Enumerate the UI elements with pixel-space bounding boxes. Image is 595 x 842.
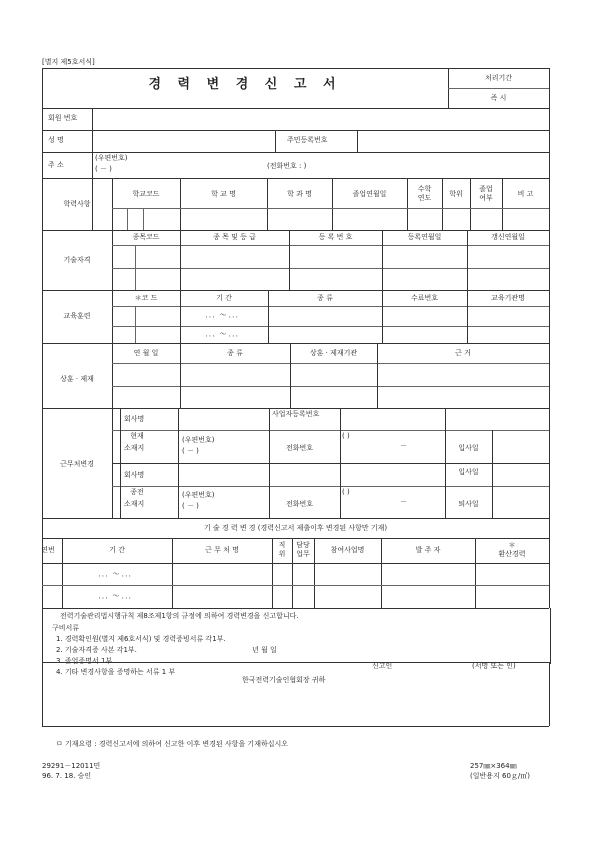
award-header-type: 종 류 [227, 349, 243, 357]
tech-period-row: ．．．～ ．．． [98, 592, 136, 600]
emp-previous-label: 종전 [130, 488, 144, 496]
edu-header-school-code: 학교코드 [132, 190, 160, 198]
award-header-date: 연 월 일 [133, 349, 159, 357]
edu-header-major: 학 과 명 [287, 190, 312, 198]
name-label: 성 명 [48, 136, 64, 144]
award-header-agency: 상훈 · 제재기관 [309, 349, 358, 357]
emp-current-label: 현재 [130, 432, 144, 440]
emp-prev-phone-paren: ( ) [342, 488, 350, 496]
required-docs-title: 구비서류 [52, 624, 80, 632]
emp-prev-postal-dash: ( － ) [182, 502, 199, 510]
edu-header-degree: 학위 [449, 190, 463, 198]
emp-cur-company-label: 회사명 [124, 415, 145, 423]
emp-prev-phone-dash: － [400, 498, 407, 506]
footer-paper-type: (일반용지 60ｇ/㎡) [470, 772, 531, 780]
emp-prev-company-label: 회사명 [124, 471, 145, 479]
tech-header-workplace: 근 무 처 명 [205, 546, 239, 554]
processing-period-value: 즉 시 [490, 94, 507, 102]
lic-header-code: 종목코드 [132, 233, 160, 241]
train-period-row: ．．．～ ．．． [205, 330, 243, 338]
sign-label: (서명 또는 인) [472, 662, 516, 670]
train-header-type: 종 류 [317, 294, 333, 302]
required-doc-item: 3. 졸업증명서 1부. [56, 657, 115, 665]
emp-cur-phone-label: 전화번호 [286, 444, 314, 452]
tech-header-seq: 연번 [41, 546, 55, 554]
required-doc-item: 2. 기술자격증 사본 각1부. [56, 646, 137, 654]
address-phone: (전화번호 : ) [267, 162, 307, 170]
train-header-institution: 교육기관명 [491, 294, 525, 302]
license-label: 기술자격 [63, 256, 91, 264]
train-header-cert-no: 수료번호 [410, 294, 439, 302]
member-no-label: 회원 번호 [48, 114, 78, 122]
processing-period-label: 처리기간 [484, 74, 513, 82]
edu-header-school: 학 교 명 [211, 190, 236, 198]
training-label: 교육훈련 [63, 312, 91, 320]
required-doc-item: 1. 경력확인원(별지 제6호서식) 및 경력증빙서류 각1부. [56, 635, 226, 643]
tech-header-period: 기 간 [109, 546, 125, 554]
edu-header-graduated: 졸업 여부 [479, 185, 493, 202]
declaration-date: 년 월 일 [252, 646, 277, 654]
emp-cur-phone-paren: ( ) [342, 432, 350, 440]
form-number: [별지 제5호서식] [42, 58, 95, 66]
emp-prev-leave-date: 퇴사일 [458, 500, 479, 508]
tech-header-duty: 담당 업무 [296, 541, 310, 558]
career-change-form [41, 68, 549, 748]
edu-header-study-year: 수학 연도 [417, 185, 432, 202]
train-period-row: ．．．～ ．．． [205, 311, 243, 319]
address-postal-dash: ( － ) [95, 165, 112, 173]
tech-header-client: 발 주 자 [415, 546, 441, 554]
emp-cur-postal-dash: ( － ) [182, 447, 199, 455]
train-header-period: 기 간 [216, 294, 232, 302]
tech-header-project: 참여사업명 [330, 546, 365, 554]
edu-header-remarks: 비 고 [517, 190, 534, 198]
emp-cur-join-date: 입사일 [458, 444, 479, 452]
writing-guide-note: ㅁ 기재요령 : 경력신고서에 의하여 신고한 이후 변경된 사항을 기재하십시오 [56, 740, 289, 748]
applicant-label: 신고인 [372, 662, 393, 670]
address-postal: (우편번호) [95, 154, 128, 162]
declaration-text: 전력기술관리법시행규칙 제8조제1항의 규정에 의하여 경력변경을 신고합니다. [60, 612, 299, 620]
footer-code: 29291－12011민 [42, 762, 101, 770]
award-header-basis: 근 거 [455, 349, 471, 357]
form-title: 경 력 변 경 신 고 서 [148, 77, 342, 92]
emp-prev-postal: (우편번호) [182, 491, 215, 499]
awards-label: 상훈 · 제재 [60, 375, 94, 383]
tech-period-row: ．．．～ ．．． [98, 570, 136, 578]
education-label: 학력사항 [63, 200, 91, 208]
lic-header-renew-date: 갱신연월일 [491, 233, 525, 241]
emp-prev-join-date: 입사일 [458, 468, 479, 476]
lic-header-reg-no: 등 록 번 호 [318, 233, 353, 241]
train-header-code: ＊코 드 [134, 294, 158, 302]
emp-cur-postal: (우편번호) [182, 436, 215, 444]
edu-header-grad-date: 졸업연월일 [352, 190, 387, 198]
required-doc-item: 4. 기타 변경사항을 증명하는 서류 1 부 [56, 668, 176, 676]
lic-header-item: 종 목 및 등 급 [213, 233, 256, 241]
emp-prev-phone-label: 전화번호 [286, 500, 314, 508]
rrn-label: 주민등록번호 [287, 136, 328, 144]
recipient: 한국전력기술인협회장 귀하 [242, 676, 326, 684]
footer-paper-size: 257㎜×364㎜ [470, 762, 517, 770]
emp-cur-location-label: 소재지 [124, 444, 145, 452]
declaration-box [42, 608, 551, 664]
employment-label: 근무처변경 [60, 460, 94, 468]
tech-header-converted: ＊ 환산경력 [498, 541, 526, 558]
emp-cur-phone-dash: － [400, 442, 407, 450]
address-label: 주 소 [48, 161, 64, 169]
footer-approval: 96. 7. 18. 승인 [42, 772, 92, 780]
emp-cur-bizno-label: 사업자등록번호 [272, 410, 320, 418]
tech-change-title: 기 술 경 력 변 경 (경력신고서 제출이후 변경된 사항만 기재) [203, 524, 388, 532]
tech-header-position: 직 위 [278, 541, 286, 558]
lic-header-reg-date: 등록연월일 [407, 233, 442, 241]
emp-prev-location-label: 소재지 [124, 500, 145, 508]
